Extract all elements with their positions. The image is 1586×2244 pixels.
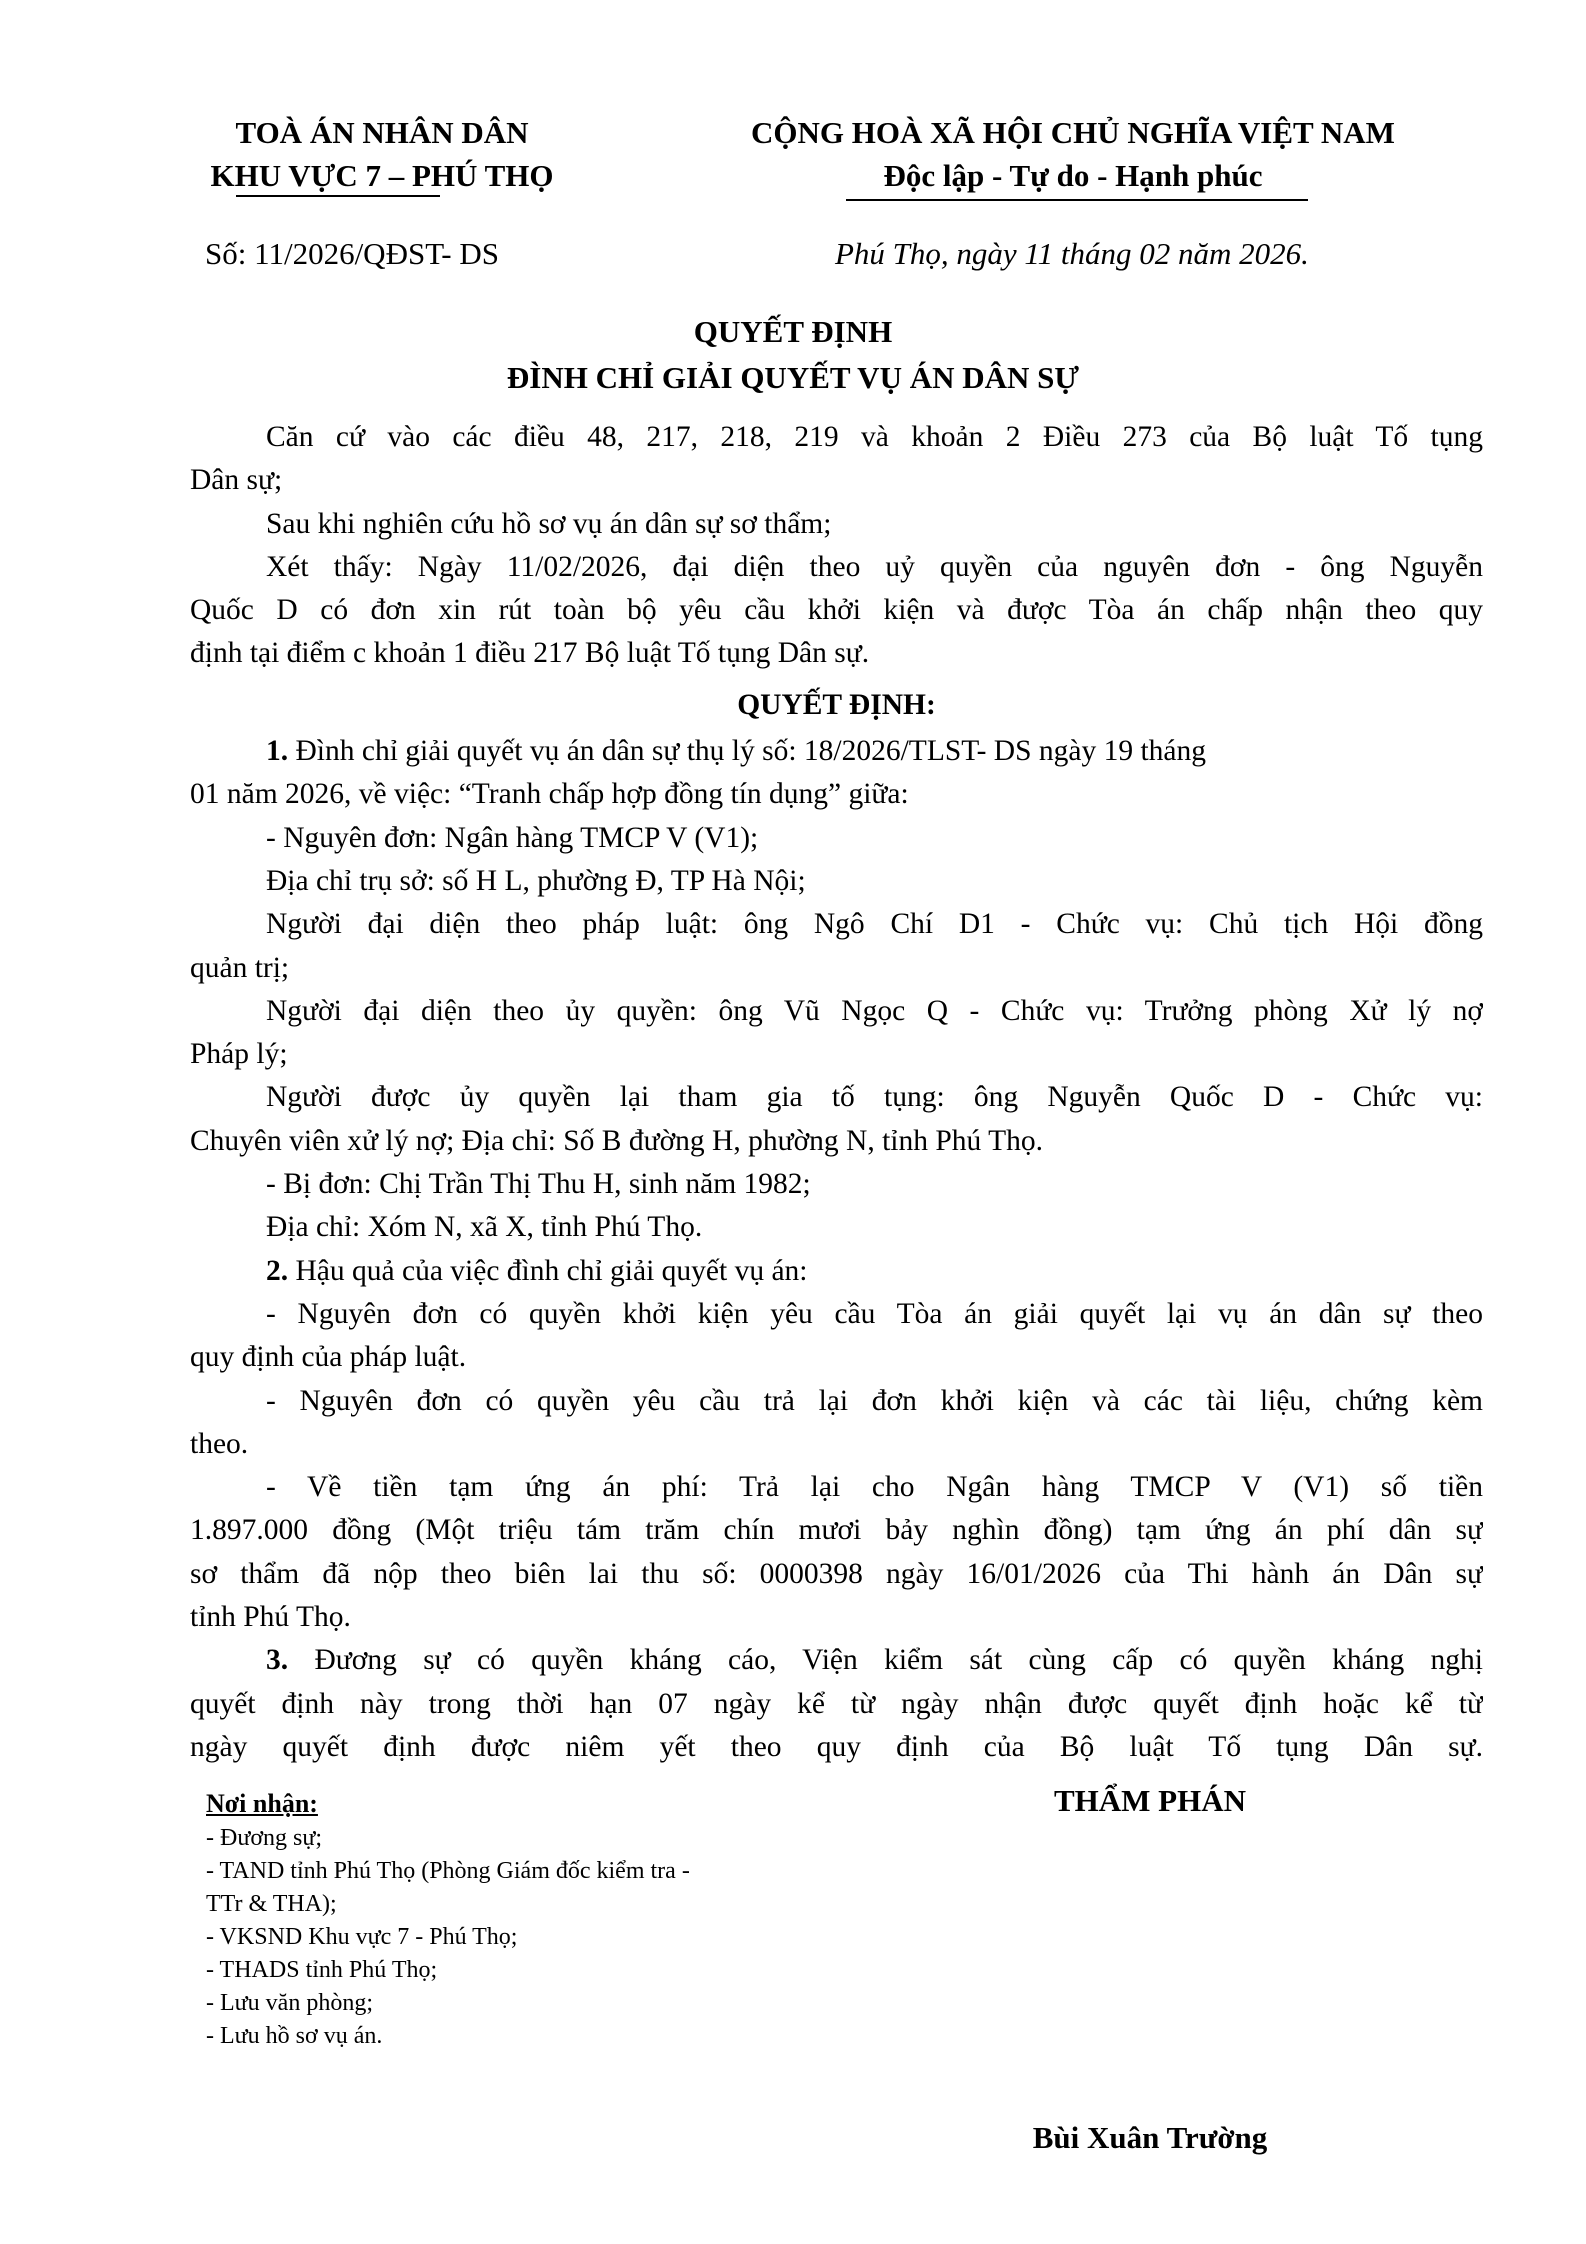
document-number: Số: 11/2026/QĐST- DS <box>205 236 499 271</box>
body-text: Đình chỉ giải quyết vụ án dân sự thụ lý số: 18/2026/TLST- DS ngày 19 tháng <box>288 735 1206 768</box>
body-line: Người đại diện theo pháp luật: ông Ngô Chí D1 - Chức vụ: Chủ tịch Hội đồng <box>266 908 1483 941</box>
item-number: 2. <box>266 1254 289 1287</box>
body-line: tỉnh Phú Thọ. <box>190 1601 351 1634</box>
body-line: Dân sự; <box>190 464 283 497</box>
document-body <box>190 416 1483 1769</box>
body-line: định tại điểm c khoản 1 điều 217 Bộ luật Tố tụng Dân sự. <box>190 637 870 670</box>
recipients-title: Nơi nhận: <box>206 1789 318 1818</box>
body-line <box>190 1639 1483 1682</box>
document-title <box>0 309 1586 401</box>
item-number: 3. <box>266 1644 289 1677</box>
body-line: - Về tiền tạm ứng án phí: Trả lại cho Ngân hàng TMCP V (V1) số tiền <box>266 1471 1483 1504</box>
body-line: Pháp lý; <box>190 1038 288 1071</box>
body-line: 1.897.000 đồng (Một triệu tám trăm chín mươi bảy nghìn đồng) tạm ứng án phí dân sự <box>190 1514 1483 1547</box>
body-line: theo. <box>190 1427 249 1460</box>
signer-name: Bùi Xuân Trường <box>1032 2120 1268 2155</box>
body-text: Hậu quả của việc đình chỉ giải quyết vụ án: <box>288 1254 808 1287</box>
nation-line-1: CỘNG HOÀ XÃ HỘI CHỦ NGHĨA VIỆT NAM <box>751 115 1395 150</box>
body-line: quản trị; <box>190 951 290 984</box>
recipients-block <box>206 1786 690 2053</box>
body-line <box>190 730 1483 773</box>
body-text: Đương sự có quyền kháng cáo, Viện kiểm sát cùng cấp có quyền kháng nghị <box>288 1644 1483 1677</box>
body-line <box>190 1250 1483 1293</box>
body-line: Quốc D có đơn xin rút toàn bộ yêu cầu khởi kiện và được Tòa án chấp nhận theo quy <box>190 594 1483 627</box>
court-line-2: KHU VỰC 7 – PHÚ THỌ <box>210 158 554 193</box>
recipient-item: - Lưu văn phòng; <box>206 1990 373 2016</box>
body-line: Căn cứ vào các điều 48, 217, 218, 219 và khoản 2 Điều 273 của Bộ luật Tố tụng <box>266 421 1483 453</box>
body-line: quy định của pháp luật. <box>190 1341 467 1374</box>
body-line: quyết định này trong thời hạn 07 ngày kể từ ngày nhận được quyết định hoặc kể từ <box>190 1687 1483 1720</box>
recipient-item: - TAND tỉnh Phú Thọ (Phòng Giám đốc kiểm tra - <box>206 1858 690 1884</box>
recipient-item: - THADS tỉnh Phú Thọ; <box>206 1957 438 1983</box>
body-line: Địa chỉ: Xóm N, xã X, tỉnh Phú Thọ. <box>266 1211 703 1244</box>
recipient-item: - Đương sự; <box>206 1825 323 1851</box>
recipient-item: TTr & THA); <box>206 1891 337 1917</box>
body-line: - Bị đơn: Chị Trần Thị Thu H, sinh năm 1982; <box>266 1168 811 1201</box>
nation-line-2: Độc lập - Tự do - Hạnh phúc <box>883 158 1263 193</box>
body-line: - Nguyên đơn có quyền khởi kiện yêu cầu Tòa án giải quyết lại vụ án dân sự theo <box>266 1297 1483 1330</box>
motto-underline <box>846 199 1308 201</box>
body-line: - Nguyên đơn có quyền yêu cầu trả lại đơn khởi kiện và các tài liệu, chứng kèm <box>266 1384 1483 1417</box>
title-line-2: ĐÌNH CHỈ GIẢI QUYẾT VỤ ÁN DÂN SỰ <box>506 360 1080 395</box>
place-date: Phú Thọ, ngày 11 tháng 02 năm 2026. <box>835 236 1309 271</box>
court-underline <box>236 195 440 197</box>
body-line: Người được ủy quyền lại tham gia tố tụng: ông Nguyễn Quốc D - Chức vụ: <box>266 1081 1483 1114</box>
body-line: sơ thẩm đã nộp theo biên lai thu số: 0000398 ngày 16/01/2026 của Thi hành án Dân sự <box>190 1557 1483 1590</box>
recipient-item: - Lưu hồ sơ vụ án. <box>206 2023 383 2049</box>
item-number: 1. <box>266 735 289 768</box>
title-line-1: QUYẾT ĐỊNH <box>693 314 893 349</box>
body-line: - Nguyên đơn: Ngân hàng TMCP V (V1); <box>266 821 759 854</box>
body-line: 01 năm 2026, về việc: “Tranh chấp hợp đồng tín dụng” giữa: <box>190 778 909 811</box>
body-line: Địa chỉ trụ sở: số H L, phường Đ, TP Hà Nội; <box>266 864 806 897</box>
body-line: ngày quyết định được niêm yết theo quy định của Bộ luật Tố tụng Dân sự. <box>190 1730 1483 1763</box>
national-motto <box>673 111 1473 197</box>
body-line: Người đại diện theo ủy quyền: ông Vũ Ngọc Q - Chức vụ: Trưởng phòng Xử lý nợ <box>266 994 1483 1027</box>
body-line: Chuyên viên xử lý nợ; Địa chỉ: Số B đường H, phường N, tỉnh Phú Thọ. <box>190 1124 1044 1157</box>
signer-role: THẨM PHÁN <box>1053 1783 1246 1818</box>
body-line: Sau khi nghiên cứu hồ sơ vụ án dân sự sơ thẩm; <box>266 507 832 540</box>
recipient-item: - VKSND Khu vực 7 - Phú Thọ; <box>206 1924 518 1950</box>
decision-heading: QUYẾT ĐỊNH: <box>737 688 936 721</box>
body-line: Xét thấy: Ngày 11/02/2026, đại diện theo uỷ quyền của nguyên đơn - ông Nguyễn <box>266 550 1483 583</box>
court-name <box>182 111 582 197</box>
court-line-1: TOÀ ÁN NHÂN DÂN <box>235 115 529 150</box>
